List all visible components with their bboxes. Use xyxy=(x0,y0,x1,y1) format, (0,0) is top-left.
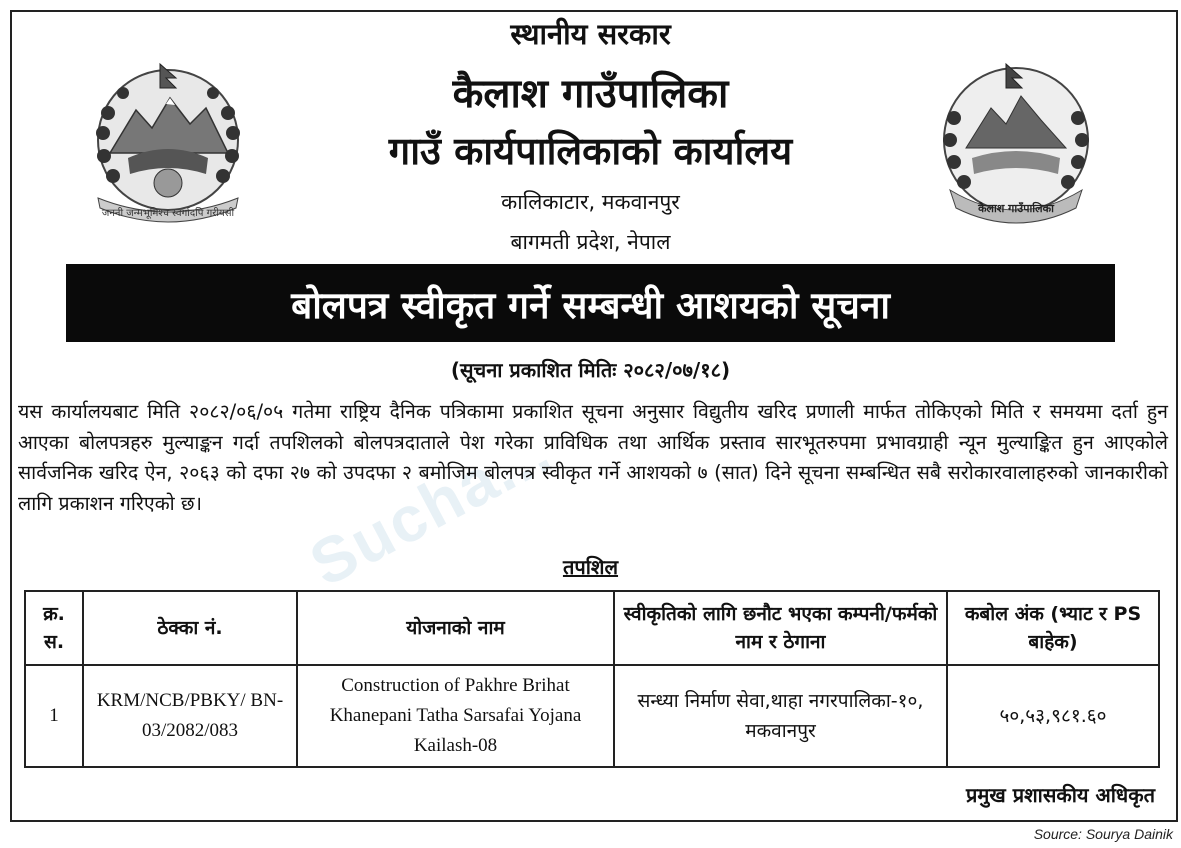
col-contract: ठेक्का नं. xyxy=(83,591,297,665)
col-project: योजनाको नाम xyxy=(297,591,614,665)
emblem-motto: जननी जन्मभूमिश्च स्वर्गादपि गरीयसी xyxy=(101,208,235,219)
municipality-name: कैलाश गाउँपालिका xyxy=(452,71,729,117)
cell-firm: सन्ध्या निर्माण सेवा,थाहा नगरपालिका-१०, मकवानपुर xyxy=(614,665,947,767)
cell-contract: KRM/NCB/PBKY/ BN-03/2082/083 xyxy=(83,665,297,767)
header-line-1: स्थानीय सरकार xyxy=(510,17,671,51)
notice-title-banner xyxy=(66,264,1115,342)
col-amount: कबोल अंक (भ्याट र PS बाहेक) xyxy=(947,591,1159,665)
notice-body: यस कार्यालयबाट मिति २०८२/०६/०५ गतेमा राष्ट्रिय दैनिक पत्रिकामा प्रकाशित सूचना अनुसार विद्युतीय खरिद प्रणाली मार्फत तोकिएको मिति र समयमा दर्ता हुन आएका बोलपत्रहरु मुल्याङ्कन गर्दा तपशिलको बोलपत्रदाताले पेश गरेका प्राविधिक तथा आर्थिक प्रस्ताव सारभूतरुपमा प्रभावग्राही न्यून मुल्याङ्कित हुन आएकोले सार्वजनिक खरिद ऐन, २०६३ को दफा २७ को उपदफा २ बमोजिम बोलपत्र स्वीकृत गर्ने आशयको ७ (सात) दिने सूचना सम्बन्धित सबै सरोकारवालाहरुको जानकारीको लागि प्रकाशन गरिएको छ। xyxy=(18,400,1168,515)
province: बागमती प्रदेश, नेपाल xyxy=(510,230,671,254)
col-firm: स्वीकृतिको लागि छनौट भएका कम्पनी/फर्मको नाम र ठेगाना xyxy=(614,591,947,665)
source-credit: Source: Sourya Dainik xyxy=(1033,826,1173,842)
details-heading: तपशिल xyxy=(562,555,619,579)
signatory-title: प्रमुख प्रशासकीय अधिकृत xyxy=(966,783,1155,807)
address: कालिकाटार, मकवानपुर xyxy=(501,190,680,214)
notice-title: बोलपत्र स्वीकृत गर्ने सम्बन्धी आशयको सूचना xyxy=(291,283,890,327)
cell-amount: ५०,५३,९८१.६० xyxy=(947,665,1159,767)
cell-sn: 1 xyxy=(25,665,83,767)
office-name: गाउँ कार्यपालिकाको कार्यालय xyxy=(388,129,793,173)
table-row xyxy=(25,665,1159,767)
cell-project: Construction of Pakhre Brihat Khanepani Tatha Sarsafai Yojana Kailash-08 xyxy=(297,665,614,767)
tender-table xyxy=(24,590,1160,768)
col-sn: क्र. स. xyxy=(25,591,83,665)
published-date: (सूचना प्रकाशित मितिः २०८२/०७/१८) xyxy=(450,358,731,382)
logo-label: कैलाश गाउँपालिका xyxy=(978,202,1054,215)
watermark: Sucha... xyxy=(298,413,564,601)
table-header-row xyxy=(25,591,1159,665)
